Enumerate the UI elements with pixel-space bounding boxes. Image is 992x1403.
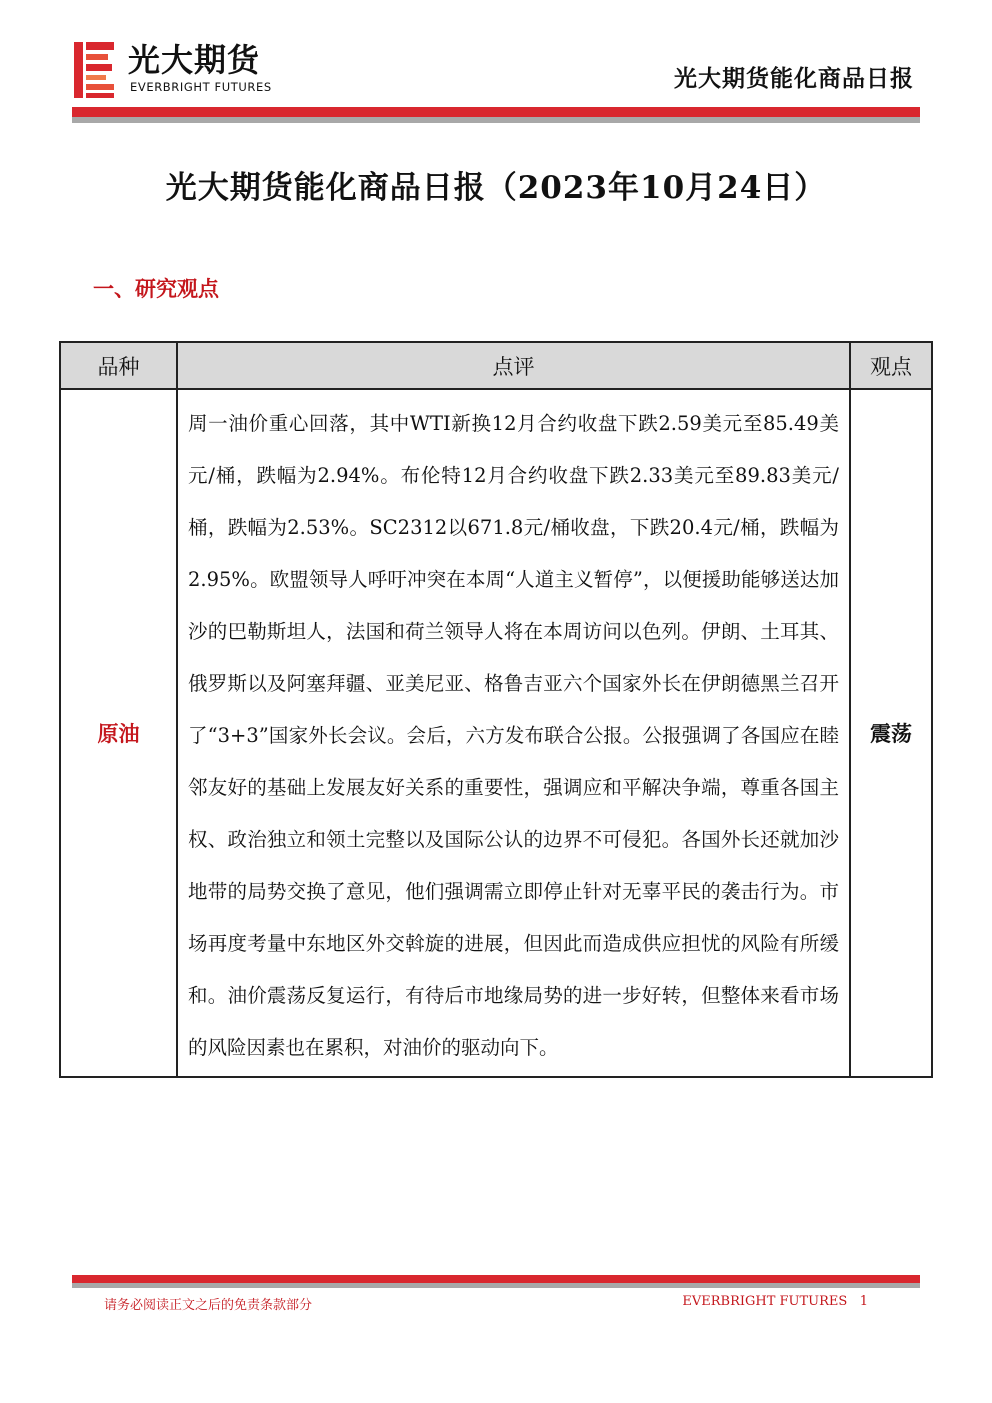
footer-disclaimer: 请务必阅读正文之后的免责条款部分 <box>104 1298 313 1313</box>
view-cell: 震荡 <box>850 389 932 1077</box>
table-row <box>60 389 932 1077</box>
brand-name-en: EVERBRIGHT FUTURES <box>130 80 272 94</box>
brand-name-cn: 光大期货 <box>128 41 261 79</box>
header-divider-shadow <box>72 117 920 123</box>
column-header-comment: 点评 <box>177 342 850 389</box>
everbright-e-logo-icon <box>74 42 114 98</box>
column-header-variety: 品种 <box>60 342 177 389</box>
table-header-row <box>60 342 932 389</box>
column-header-view: 观点 <box>850 342 932 389</box>
header-report-name: 光大期货能化商品日报 <box>674 65 914 92</box>
variety-cell: 原油 <box>60 389 177 1077</box>
research-view-table <box>59 341 933 1078</box>
page-header <box>0 0 992 125</box>
footer-divider-shadow <box>72 1283 920 1288</box>
footer-brand-page <box>682 1294 868 1309</box>
document-title: 光大期货能化商品日报（2023年10月24日） <box>165 170 827 206</box>
page-number: 1 <box>859 1294 868 1309</box>
section-heading: 一、研究观点 <box>93 276 219 301</box>
footer-brand: EVERBRIGHT FUTURES <box>682 1294 848 1309</box>
comment-cell: 周一油价重心回落，其中WTI新换12月合约收盘下跌2.59美元至85.49美元/桶，跌幅为2.94%。布伦特12月合约收盘下跌2.33美元至89.83美元/桶，跌幅为2.53%。SC2312以671.8元/桶收盘，下跌20.4元/桶，跌幅为2.95%。欧盟领导人呼吁冲突在本周“人道主义暂停”，以便援助能够送达加沙的巴勒斯坦人，法国和荷兰领导人将在本周访问以色列。伊朗、土耳其、俄罗斯以及阿塞拜疆、亚美尼亚、格鲁吉亚六个国家外长在伊朗德黑兰召开了“3+3”国家外长会议。会后，六方发布联合公报。公报强调了各国应在睦邻友好的基础上发展友好关系的重要性，强调应和平解决争端，尊重各国主权、政治独立和领土完整以及国际公认的边界不可侵犯。各国外长还就加沙地带的局势交换了意见，他们强调需立即停止针对无辜平民的袭击行为。市场再度考量中东地区外交斡旋的进展，但因此而造成供应担忧的风险有所缓和。油价震荡反复运行，有待后市地缘局势的进一步好转，但整体来看市场的风险因素也在累积，对油价的驱动向下。 <box>177 389 850 1077</box>
